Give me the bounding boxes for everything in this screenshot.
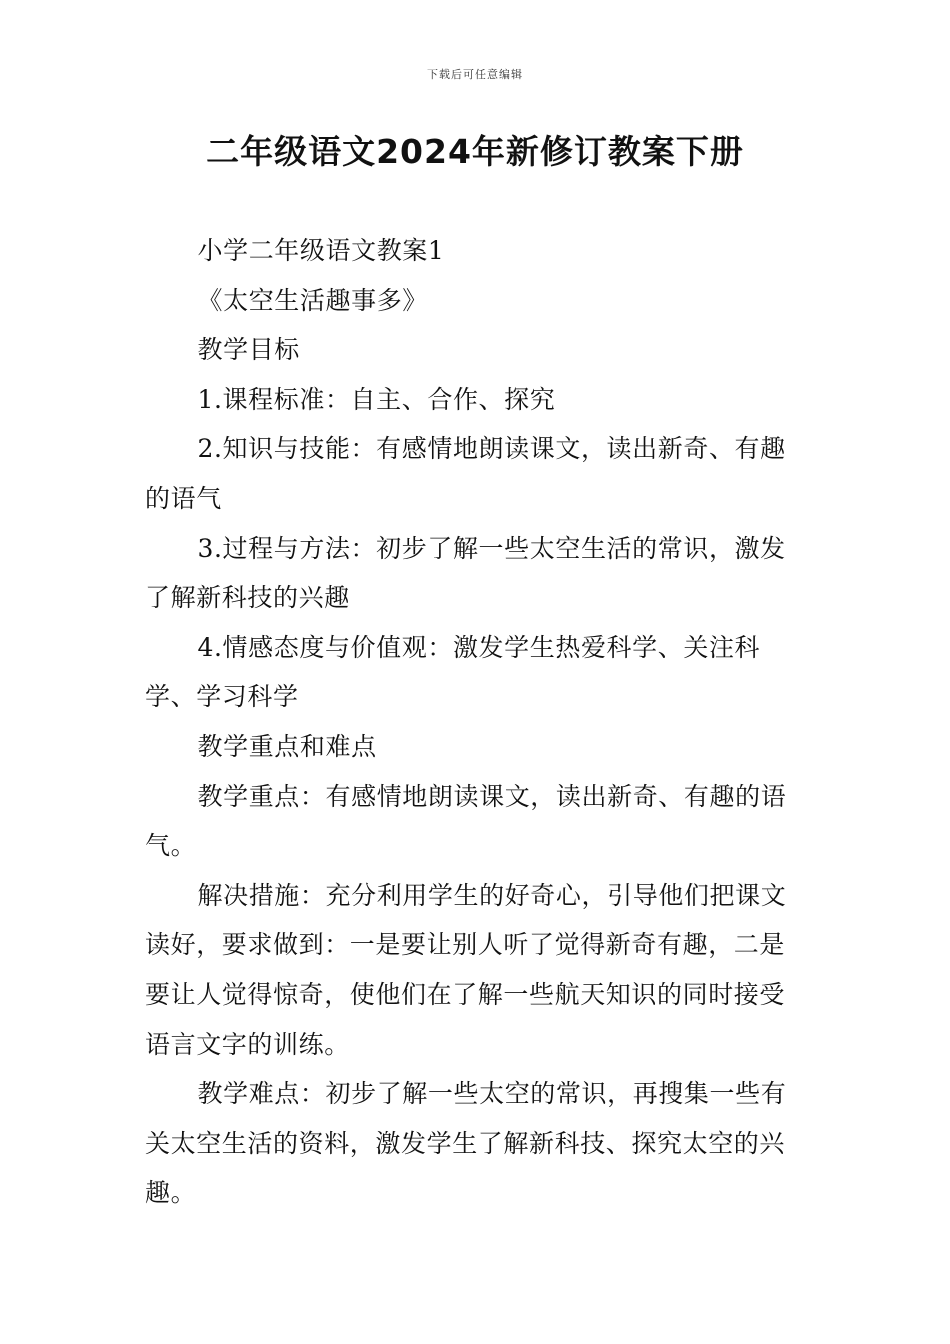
objective-item: 1.课程标准：自主、合作、探究 <box>197 384 556 414</box>
lesson-title: 《太空生活趣事多》 <box>197 285 428 315</box>
document-title: 二年级语文2024年新修订教案下册 <box>206 132 744 171</box>
objective-item: 4.情感态度与价值观：激发学生热爱科学、关注科学、学习科学 <box>145 632 761 712</box>
difficulty-paragraph: 教学难点：初步了解一些太空的常识，再搜集一些有关太空生活的资料，激发学生了解新科技、探究太空的兴趣。 <box>145 1079 787 1208</box>
objective-item: 3.过程与方法：初步了解一些太空生活的常识，激发了解新科技的兴趣 <box>145 533 786 613</box>
key-point-paragraph: 教学重点：有感情地朗读课文，读出新奇、有趣的语气。 <box>145 781 787 861</box>
document-body <box>145 226 810 1218</box>
objective-item: 2.知识与技能：有感情地朗读课文，读出新奇、有趣的语气 <box>145 434 786 513</box>
header-note: 下载后可任意编辑 <box>427 68 523 81</box>
solution-paragraph: 解决措施：充分利用学生的好奇心，引导他们把课文读好，要求做到：一是要让别人听了觉得新奇有趣，二是要让人觉得惊奇，使他们在了解一些航天知识的同时接受语言文字的训练。 <box>145 880 787 1059</box>
section-heading-lesson: 小学二年级语文教案1 <box>197 236 445 265</box>
section-heading-objectives: 教学目标 <box>197 335 300 365</box>
section-heading-key-points: 教学重点和难点 <box>197 731 377 761</box>
